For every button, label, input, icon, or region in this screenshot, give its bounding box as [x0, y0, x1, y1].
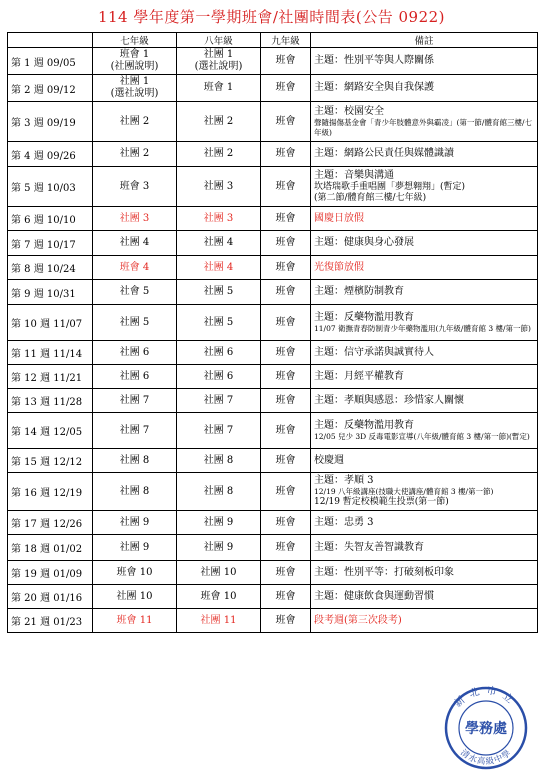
cell-line: 班會 4 — [119, 261, 150, 273]
table-row — [8, 102, 538, 142]
week-cell: 第 21 週 01/23 — [8, 609, 93, 633]
table-row — [8, 535, 538, 561]
grade-9-cell: 班會 — [261, 341, 311, 365]
note-line: 主題：校園安全 — [314, 105, 384, 117]
cell-line: 社團 9 — [203, 516, 234, 528]
cell-line: 社團 4 — [203, 261, 234, 273]
cell-line: 社團 8 — [203, 454, 234, 466]
note-cell — [311, 389, 538, 413]
header-week — [8, 33, 93, 48]
grade-8-cell — [177, 207, 261, 231]
note-line: 國慶日放假 — [314, 212, 364, 224]
grade-7-cell — [93, 511, 177, 535]
note-line: (第二節/體育館三樓/七年級) — [314, 192, 427, 203]
grade-9-cell: 班會 — [261, 167, 311, 207]
grade-9-cell: 班會 — [261, 280, 311, 305]
note-line: 段考週(第三次段考) — [314, 614, 402, 626]
cell-line: 社團 2 — [119, 148, 150, 159]
grade-7-cell — [93, 413, 177, 449]
note-line: 主題：性別平等：打破刻板印象 — [314, 566, 454, 578]
note-cell — [311, 341, 538, 365]
table-row — [8, 609, 538, 633]
grade-8-cell — [177, 280, 261, 305]
cell-line: 社團 2 — [119, 115, 150, 127]
cell-line: 社團 2 — [203, 148, 234, 159]
week-cell: 第 16 週 12/19 — [8, 473, 93, 511]
cell-line: 社團 3 — [203, 180, 234, 192]
grade-9-cell: 班會 — [261, 511, 311, 535]
grade-9-cell: 班會 — [261, 389, 311, 413]
note-cell — [311, 280, 538, 305]
cell-line: 社團 6 — [119, 346, 150, 358]
grade-9-cell: 班會 — [261, 473, 311, 511]
table-row — [8, 207, 538, 231]
grade-9-cell: 班會 — [261, 413, 311, 449]
note-cell — [311, 305, 538, 341]
table-row — [8, 413, 538, 449]
note-line: 主題：煙檳防制教育 — [314, 286, 404, 297]
cell-line: 社團 7 — [203, 424, 234, 436]
note-cell — [311, 48, 538, 75]
note-cell — [311, 102, 538, 142]
note-cell — [311, 561, 538, 585]
note-cell — [311, 585, 538, 609]
week-cell: 第 6 週 10/10 — [8, 207, 93, 231]
table-row — [8, 305, 538, 341]
table-row — [8, 256, 538, 280]
cell-line: 社團 6 — [203, 346, 234, 358]
grade-7-cell — [93, 609, 177, 633]
cell-line: 社團 5 — [203, 286, 234, 297]
cell-line: 社團 2 — [203, 115, 234, 127]
grade-7-cell — [93, 473, 177, 511]
grade-8-cell — [177, 535, 261, 561]
grade-7-cell — [93, 142, 177, 167]
note-cell — [311, 167, 538, 207]
grade-7-cell — [93, 48, 177, 75]
grade-9-cell: 班會 — [261, 48, 311, 75]
grade-9-cell: 班會 — [261, 102, 311, 142]
week-cell: 第 3 週 09/19 — [8, 102, 93, 142]
week-cell: 第 1 週 09/05 — [8, 48, 93, 75]
grade-8-cell — [177, 365, 261, 389]
grade-8-cell — [177, 102, 261, 142]
cell-line: (社團說明) — [110, 61, 159, 72]
table-row — [8, 561, 538, 585]
cell-line: 社團 9 — [119, 541, 150, 553]
week-cell: 第 5 週 10/03 — [8, 167, 93, 207]
grade-7-cell — [93, 102, 177, 142]
table-header-row — [8, 33, 538, 48]
grade-7-cell — [93, 231, 177, 256]
grade-9-cell: 班會 — [261, 305, 311, 341]
cell-line: 班會 10 — [116, 566, 153, 578]
note-cell — [311, 365, 538, 389]
svg-text:新北市立: 新北市立 — [452, 685, 520, 710]
cell-line: 社團 4 — [119, 237, 150, 248]
note-line: 坎塔瑞歌手重唱團「夢想翱翔」(暫定) — [314, 181, 466, 192]
table-row — [8, 341, 538, 365]
grade-9-cell: 班會 — [261, 256, 311, 280]
week-cell: 第 4 週 09/26 — [8, 142, 93, 167]
grade-9-cell: 班會 — [261, 609, 311, 633]
week-cell: 第 7 週 10/17 — [8, 231, 93, 256]
note-cell — [311, 413, 538, 449]
grade-8-cell — [177, 609, 261, 633]
cell-line: 社團 8 — [203, 485, 234, 497]
cell-line: 社團 10 — [116, 590, 153, 602]
note-line: 主題：信守承諾與誠實待人 — [314, 346, 434, 358]
cell-line: 社團 4 — [203, 237, 234, 248]
note-cell — [311, 473, 538, 511]
cell-line: 社團 7 — [119, 394, 150, 406]
header-grade-8: 八年級 — [177, 33, 261, 48]
grade-8-cell — [177, 305, 261, 341]
grade-8-cell — [177, 511, 261, 535]
cell-line: 班會 1 — [119, 49, 150, 60]
grade-9-cell: 班會 — [261, 535, 311, 561]
note-line: 主題：健康飲食與運動習慣 — [314, 590, 434, 602]
note-line: 校慶週 — [314, 454, 344, 466]
cell-line: 社團 1 — [119, 76, 150, 87]
note-cell — [311, 75, 538, 102]
grade-8-cell — [177, 413, 261, 449]
week-cell: 第 15 週 12/12 — [8, 449, 93, 473]
grade-7-cell — [93, 389, 177, 413]
cell-line: 社團 3 — [119, 212, 150, 224]
note-line: 主題：忠勇 3 — [314, 516, 374, 528]
note-cell — [311, 609, 538, 633]
cell-line: 班會 1 — [203, 82, 234, 93]
grade-7-cell — [93, 207, 177, 231]
school-seal-stamp — [438, 684, 534, 770]
table-row — [8, 75, 538, 102]
grade-7-cell — [93, 561, 177, 585]
week-cell: 第 8 週 10/24 — [8, 256, 93, 280]
svg-text:學務處: 學務處 — [465, 721, 507, 737]
grade-8-cell — [177, 75, 261, 102]
grade-7-cell — [93, 449, 177, 473]
week-cell: 第 10 週 11/07 — [8, 305, 93, 341]
cell-line: 社團 3 — [203, 212, 234, 224]
cell-line: 社團 10 — [200, 566, 237, 578]
grade-7-cell — [93, 535, 177, 561]
note-line: 主題：失智友善智識教育 — [314, 541, 424, 553]
grade-7-cell — [93, 75, 177, 102]
week-cell: 第 13 週 11/28 — [8, 389, 93, 413]
table-row — [8, 365, 538, 389]
note-line: 主題：反藥物濫用教育 — [314, 311, 414, 323]
cell-line: 社團 7 — [203, 394, 234, 406]
table-row — [8, 473, 538, 511]
week-cell: 第 14 週 12/05 — [8, 413, 93, 449]
cell-line: 社團 6 — [203, 370, 234, 382]
week-cell: 第 17 週 12/26 — [8, 511, 93, 535]
week-cell: 第 12 週 11/21 — [8, 365, 93, 389]
note-cell — [311, 231, 538, 256]
note-line: 主題：性別平等與人際關係 — [314, 55, 434, 66]
cell-line: 社團 8 — [119, 485, 150, 497]
header-grade-9: 九年級 — [261, 33, 311, 48]
cell-line: 社團 9 — [119, 516, 150, 528]
note-line: 12/19 暫定校模範生投票(第一節) — [314, 497, 449, 507]
note-cell — [311, 207, 538, 231]
header-grade-7: 七年級 — [93, 33, 177, 48]
cell-line: 社團 11 — [200, 614, 237, 626]
note-line: 主題：反藥物濫用教育 — [314, 419, 414, 431]
table-row — [8, 511, 538, 535]
grade-9-cell: 班會 — [261, 585, 311, 609]
table-row — [8, 231, 538, 256]
grade-8-cell — [177, 256, 261, 280]
grade-9-cell: 班會 — [261, 561, 311, 585]
grade-8-cell — [177, 449, 261, 473]
week-cell: 第 19 週 01/09 — [8, 561, 93, 585]
table-row — [8, 48, 538, 75]
cell-line: 社會 5 — [119, 286, 150, 297]
grade-7-cell — [93, 256, 177, 280]
cell-line: 社團 5 — [203, 316, 234, 328]
table-row — [8, 280, 538, 305]
week-cell: 第 20 週 01/16 — [8, 585, 93, 609]
grade-8-cell — [177, 389, 261, 413]
note-line: 主題：音樂與溝通 — [314, 169, 394, 181]
schedule-table — [7, 32, 538, 633]
svg-text:清水高級中學: 清水高級中學 — [458, 747, 514, 768]
cell-line: 社團 6 — [119, 370, 150, 382]
grade-8-cell — [177, 341, 261, 365]
cell-line: 社團 1 — [203, 49, 234, 60]
grade-8-cell — [177, 167, 261, 207]
note-line: 11/07 衛撫青春防制青少年藥物濫用(九年級/體育館 3 樓/第一節) — [314, 323, 531, 333]
cell-line: 社團 9 — [203, 541, 234, 553]
week-cell: 第 18 週 01/02 — [8, 535, 93, 561]
grade-9-cell: 班會 — [261, 365, 311, 389]
grade-8-cell — [177, 48, 261, 75]
grade-9-cell: 班會 — [261, 449, 311, 473]
note-cell — [311, 511, 538, 535]
note-line: 主題：孝順 3 — [314, 475, 374, 486]
note-cell — [311, 449, 538, 473]
note-cell — [311, 142, 538, 167]
header-notes: 備註 — [311, 33, 538, 48]
cell-line: 班會 10 — [200, 590, 237, 602]
week-cell: 第 9 週 10/31 — [8, 280, 93, 305]
week-cell: 第 11 週 11/14 — [8, 341, 93, 365]
note-cell — [311, 256, 538, 280]
note-line: 聲隨揚傷基金會「青少年肢體意外與霸凌」(第一節/體育館三樓/七年級) — [314, 117, 532, 137]
cell-line: 班會 3 — [119, 180, 150, 192]
page-title: 114 學年度第一學期班會/社團時間表(公告 0922) — [97, 8, 446, 26]
grade-7-cell — [93, 167, 177, 207]
cell-line: 社團 5 — [119, 316, 150, 328]
note-line: 主題：網路安全與自我保護 — [314, 82, 434, 93]
week-cell: 第 2 週 09/12 — [8, 75, 93, 102]
grade-9-cell: 班會 — [261, 142, 311, 167]
table-row — [8, 142, 538, 167]
table-row — [8, 585, 538, 609]
grade-8-cell — [177, 585, 261, 609]
table-row — [8, 167, 538, 207]
grade-7-cell — [93, 341, 177, 365]
grade-9-cell: 班會 — [261, 207, 311, 231]
note-cell — [311, 535, 538, 561]
note-line: 主題：月經平權教育 — [314, 370, 404, 382]
table-row — [8, 389, 538, 413]
note-line: 主題：孝順與感恩：珍惜家人關懷 — [314, 394, 464, 406]
grade-7-cell — [93, 305, 177, 341]
cell-line: 社團 7 — [119, 424, 150, 436]
cell-line: (選社說明) — [194, 61, 243, 72]
grade-9-cell: 班會 — [261, 75, 311, 102]
note-line: 12/05 兒少 3D 反毒電影宣導(八年級/體育館 3 樓/第一節)(暫定) — [314, 431, 530, 441]
grade-7-cell — [93, 585, 177, 609]
note-line: 12/19 八年級講座(技職大使講座/體育館 3 樓/第一節) — [314, 487, 494, 496]
cell-line: 社團 8 — [119, 454, 150, 466]
grade-7-cell — [93, 280, 177, 305]
grade-8-cell — [177, 561, 261, 585]
cell-line: 班會 11 — [116, 614, 153, 626]
table-row — [8, 449, 538, 473]
grade-7-cell — [93, 365, 177, 389]
cell-line: (選社說明) — [110, 88, 159, 99]
grade-9-cell: 班會 — [261, 231, 311, 256]
note-line: 主題：網路公民責任與媒體識讀 — [314, 148, 454, 159]
grade-8-cell — [177, 142, 261, 167]
grade-8-cell — [177, 473, 261, 511]
grade-8-cell — [177, 231, 261, 256]
note-line: 主題：健康與身心發展 — [314, 237, 414, 248]
note-line: 光復節放假 — [314, 261, 364, 273]
